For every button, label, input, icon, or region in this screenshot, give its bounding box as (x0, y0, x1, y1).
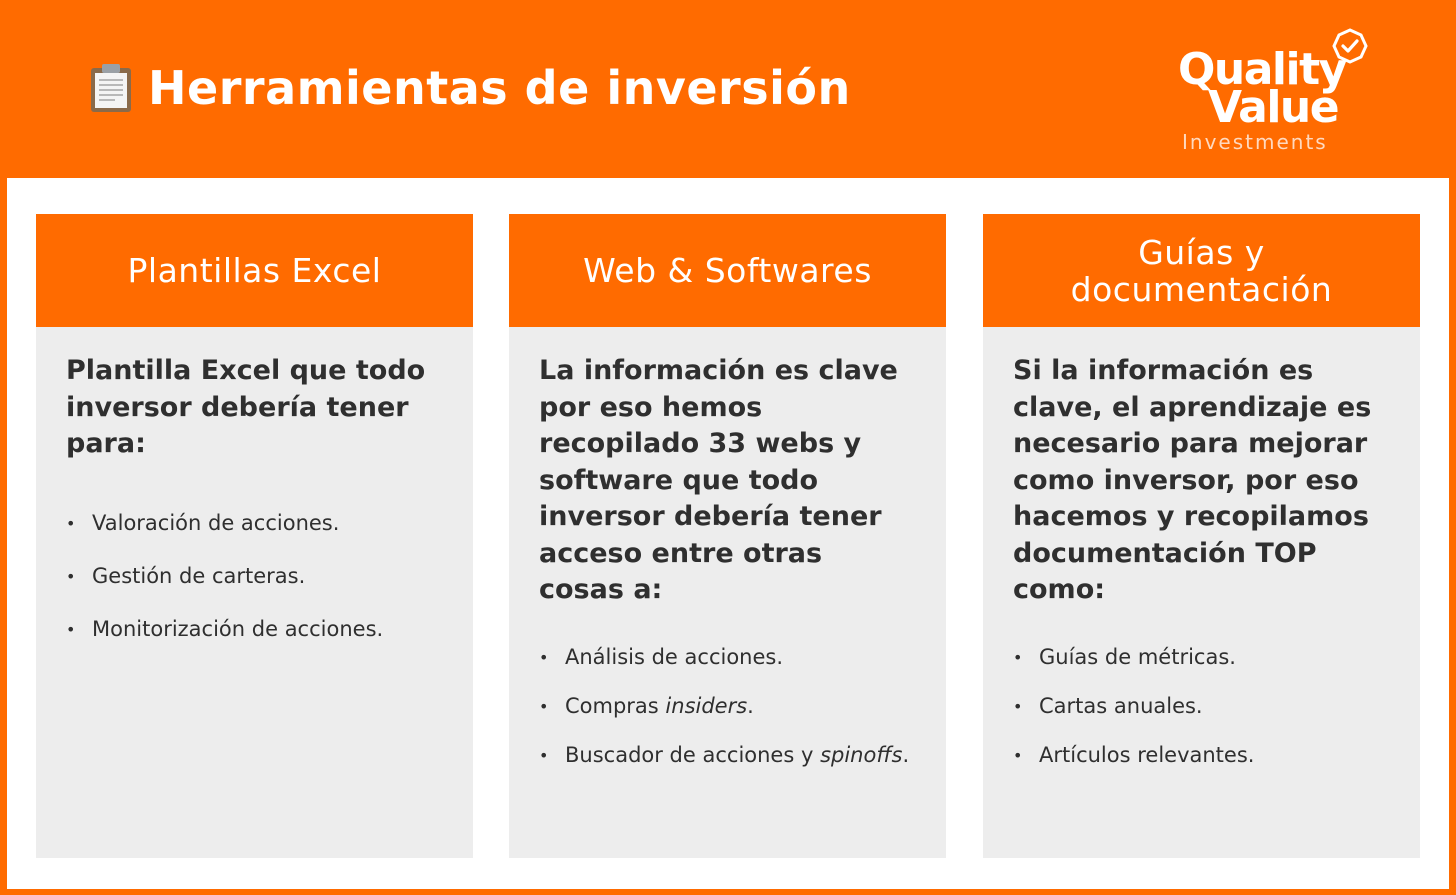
list-item (539, 741, 916, 770)
list-item (539, 643, 916, 672)
title-group (88, 58, 851, 118)
card-web-softwares (509, 214, 946, 858)
list-item (1013, 741, 1390, 770)
list-item-suffix: . (747, 693, 754, 718)
list-item-text: Artículos relevantes. (1039, 742, 1255, 767)
clipboard-icon (88, 62, 134, 114)
header-banner (0, 0, 1456, 178)
card-heading: Plantillas Excel (36, 214, 473, 327)
card-lead-text: Plantilla Excel que todo inversor debería tener para: (66, 355, 426, 459)
list-item-text: Valoración de acciones. (92, 510, 340, 535)
list-item-emphasis: insiders (665, 693, 748, 718)
card-heading-line-1: Guías y (1138, 232, 1265, 272)
list-item (1013, 643, 1390, 672)
card-heading (983, 214, 1420, 327)
page-title: Herramientas de inversión (148, 61, 851, 115)
logo-line-value: Value (1208, 82, 1339, 133)
bullet-list (539, 643, 916, 770)
list-item-text: Buscador de acciones y (565, 742, 821, 767)
list-item-suffix: . (902, 742, 910, 767)
bullet-list (1013, 643, 1390, 770)
check-badge-icon (1332, 28, 1368, 64)
list-item (66, 562, 443, 591)
card-body (509, 327, 946, 770)
logo-line-quality: Quality (1178, 44, 1346, 95)
list-item (66, 615, 443, 644)
list-item-text: Compras (565, 693, 666, 718)
list-item-emphasis: spinoffs (820, 742, 903, 767)
card-plantillas-excel (36, 214, 473, 858)
card-body (36, 327, 473, 644)
list-item-text: Gestión de carteras. (92, 563, 306, 588)
quality-value-logo (1172, 28, 1392, 158)
content-panel (7, 178, 1449, 889)
bullet-dot-icon: • (1013, 647, 1023, 667)
list-item-text: Análisis de acciones. (565, 644, 784, 669)
list-item (539, 692, 916, 721)
card-body (983, 327, 1420, 770)
bullet-dot-icon: • (1013, 696, 1023, 716)
bullet-dot-icon: • (539, 696, 549, 716)
list-item-text: Monitorización de acciones. (92, 616, 384, 641)
bullet-dot-icon: • (66, 513, 76, 533)
bullet-dot-icon: • (1013, 745, 1023, 765)
bullet-list (66, 509, 443, 644)
bullet-dot-icon: • (539, 745, 549, 765)
card-lead-text: Si la información es clave, el aprendizaje es necesario para mejorar como inversor, por eso hacemos y recopilamos documentación TOP como: (1013, 355, 1372, 605)
card-lead-text: La información es clave por eso hemos recopilado 33 webs y software que todo inversor debería tener acceso entre otras cosas a: (539, 355, 898, 605)
list-item-text: Cartas anuales. (1039, 693, 1203, 718)
list-item (66, 509, 443, 538)
card-heading: Web & Softwares (509, 214, 946, 327)
bullet-dot-icon: • (66, 566, 76, 586)
bullet-dot-icon: • (66, 619, 76, 639)
card-guias-documentacion (983, 214, 1420, 858)
bullet-dot-icon: • (539, 647, 549, 667)
logo-line-investments: Investments (1182, 130, 1328, 154)
card-heading-line-2: documentación (1070, 269, 1333, 309)
list-item (1013, 692, 1390, 721)
list-item-text: Guías de métricas. (1039, 644, 1236, 669)
